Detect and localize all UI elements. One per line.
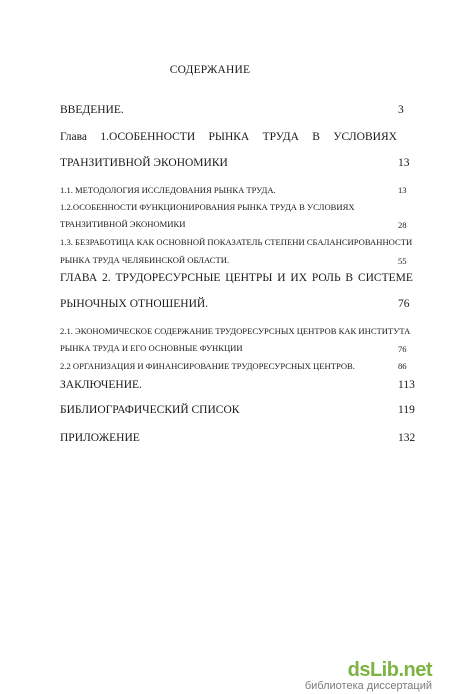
toc-word: УСЛОВИЯХ <box>333 131 397 143</box>
toc-word: В <box>312 131 320 143</box>
toc-word: ТРУДА <box>262 131 299 143</box>
toc-word: РЫНКА <box>208 131 250 143</box>
toc-entry-chapter-1 <box>60 131 397 143</box>
toc-word: Глава <box>60 131 88 143</box>
toc-page-section-2-1: 76 <box>398 344 407 354</box>
toc-page-chapter-1: 13 <box>398 157 410 169</box>
toc-entry-chapter-1-line2: ТРАНЗИТИВНОЙ ЭКОНОМИКИ <box>60 157 228 169</box>
toc-entry-section-1-3: 1.3. БЕЗРАБОТИЦА КАК ОСНОВНОЙ ПОКАЗАТЕЛЬ СТЕПЕНИ СБАЛАНСИРОВАННОСТИ <box>60 237 413 247</box>
watermark-subtitle: библиотека диссертаций <box>304 680 432 692</box>
toc-entry-section-2-2: 2.2 ОРГАНИЗАЦИЯ И ФИНАНСИРОВАНИЕ ТРУДОРЕСУРСНЫХ ЦЕНТРОВ. <box>60 361 355 371</box>
toc-entry-bibliography: БИБЛИОГРАФИЧЕСКИЙ СПИСОК <box>60 404 240 416</box>
toc-word: И <box>277 272 286 284</box>
toc-entry-section-2-1: 2.1. ЭКОНОМИЧЕСКОЕ СОДЕРЖАНИЕ ТРУДОРЕСУРСНЫХ ЦЕНТРОВ КАК ИНСТИТУТА <box>60 326 411 336</box>
toc-entry-intro: ВВЕДЕНИЕ. <box>60 104 124 116</box>
toc-entry-section-1-3-line2: РЫНКА ТРУДА ЧЕЛЯБИНСКОЙ ОБЛАСТИ. <box>60 255 230 265</box>
toc-entry-section-2-1-line2: РЫНКА ТРУДА И ЕГО ОСНОВНЫЕ ФУНКЦИИ <box>60 343 243 353</box>
page-title: СОДЕРЖАНИЕ <box>169 64 251 76</box>
toc-entry-chapter-2 <box>60 272 413 284</box>
toc-word: СИСТЕМЕ <box>357 272 413 284</box>
watermark <box>348 659 432 682</box>
toc-word: В <box>345 272 354 284</box>
toc-page-appendix: 132 <box>398 432 416 444</box>
toc-entry-section-1-1: 1.1. МЕТОДОЛОГИЯ ИССЛЕДОВАНИЯ РЫНКА ТРУДА. <box>60 185 276 195</box>
toc-page-section-1-3: 55 <box>398 256 407 266</box>
toc-word: 1.ОСОБЕННОСТИ <box>100 131 196 143</box>
toc-entry-appendix: ПРИЛОЖЕНИЕ <box>60 432 140 444</box>
toc-word: 2. <box>102 272 111 284</box>
toc-word: ГЛАВА <box>60 272 98 284</box>
toc-word: РОЛЬ <box>311 272 341 284</box>
toc-page-section-1-1: 13 <box>398 185 407 195</box>
toc-word: ТРУДОРЕСУРСНЫЕ <box>115 272 221 284</box>
toc-page-bibliography: 119 <box>398 404 415 416</box>
toc-entry-chapter-2-line2: РЫНОЧНЫХ ОТНОШЕНИЙ. <box>60 298 209 310</box>
toc-page-section-2-2: 86 <box>398 361 407 371</box>
toc-word: ЦЕНТРЫ <box>225 272 273 284</box>
toc-entry-section-1-2-line2: ТРАНЗИТИВНОЙ ЭКОНОМИКИ <box>60 219 186 229</box>
watermark-logo: dsLib.net <box>347 659 432 681</box>
toc-page-chapter-2: 76 <box>398 298 410 310</box>
toc-entry-conclusion: ЗАКЛЮЧЕНИЕ. <box>60 379 142 391</box>
toc-page-intro: 3 <box>398 104 404 116</box>
toc-word: ИХ <box>290 272 308 284</box>
toc-entry-section-1-2: 1.2.ОСОБЕННОСТИ ФУНКЦИОНИРОВАНИЯ РЫНКА ТРУДА В УСЛОВИЯХ <box>60 202 355 212</box>
toc-page-section-1-2: 28 <box>398 220 407 230</box>
toc-page-conclusion: 113 <box>398 379 415 391</box>
